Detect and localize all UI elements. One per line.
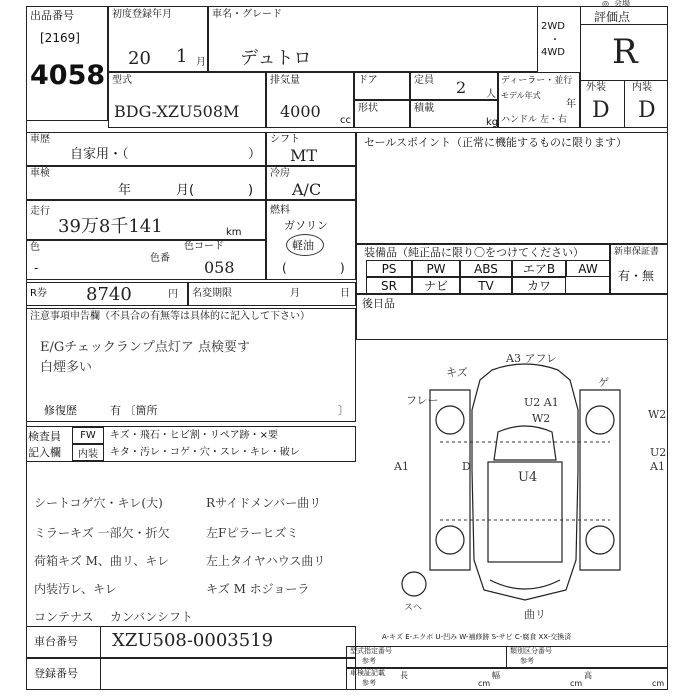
person-unit: 人 (486, 89, 496, 100)
fw-label: FW (72, 427, 104, 444)
diagram-note-spe: スヘ (404, 603, 423, 613)
fw-text: キズ・飛石・ヒビ割・リペア跡・×要 (110, 430, 278, 441)
diagram-wheel-rr (586, 526, 614, 554)
type-ref-label: 参考 (362, 657, 376, 665)
color-label: 色 (30, 242, 40, 253)
drive-4wd: 4WD (541, 47, 565, 58)
inspection-box (26, 166, 266, 200)
warranty-value: 有・無 (618, 269, 655, 283)
interior-label: 内装 (632, 82, 652, 93)
lot-number: 4058 (30, 60, 106, 91)
r-value: 8740 (86, 284, 132, 305)
remark-10: カンバンシフト (110, 610, 193, 624)
history-value: 自家用・（ (70, 147, 129, 162)
capacity-value: 2 (456, 78, 467, 97)
sales-label: セールスポイント（正常に機能するものに限ります） (364, 136, 628, 149)
history-label: 車歴 (30, 134, 50, 145)
first-reg-month-unit: 月 (196, 57, 206, 68)
remark-9: コンテナス (34, 610, 94, 624)
category-number-label: 類別区分番号 (510, 647, 552, 655)
remark-1: シートコゲ穴・キレ(大) (34, 496, 163, 510)
load-label: 積載 (414, 103, 434, 114)
model-year-label: モデル年式 (501, 91, 541, 100)
type-number-box (346, 646, 668, 668)
mileage-label: 走行 (30, 206, 50, 217)
change-month: 月 (290, 288, 300, 299)
inspection-close: ) (248, 183, 254, 198)
dims-height-label: 高 (584, 671, 592, 680)
equip-airbag: エアB (512, 260, 566, 277)
interior-row-label: 内装 (72, 444, 104, 461)
diagram-wheel-fr (586, 406, 614, 434)
lot-label: 出品番号 (30, 9, 74, 22)
change-day: 日 (340, 288, 350, 299)
displacement-value: 4000 (280, 102, 321, 121)
dims-box (346, 668, 668, 690)
dims-label: 車検証記載 (350, 669, 385, 677)
dims-width-label: 幅 (492, 671, 500, 680)
interior-text: キタ・汚レ・コゲ・穴・スレ・キレ・破レ (110, 447, 300, 458)
diagram-note-kizu: キズ (446, 366, 468, 379)
rating-divider (580, 24, 668, 25)
later-box (356, 294, 668, 340)
drive-2wd: 2WD (541, 21, 565, 32)
dealer-label: ディーラー・並行 (501, 76, 573, 86)
rating-value: R (612, 32, 638, 72)
color-paren-open: ( (282, 261, 287, 275)
first-reg-label: 初度登録年月 (112, 9, 172, 20)
dims-height-unit: cm (652, 679, 665, 688)
color-code-value: 058 (204, 258, 235, 277)
first-reg-month: 1 (176, 46, 188, 67)
notes-label: 注意事項申告欄（不具合の有無等は具体的に記入して下さい） (30, 311, 310, 322)
diagram-note-a1-left: A1 (394, 460, 409, 473)
diagram-note-u4: U4 (518, 470, 538, 485)
equip-aw: AW (566, 260, 610, 277)
later-label: 後日品 (362, 297, 395, 310)
cc-unit: cc (340, 115, 351, 126)
dims-width-unit: cm (570, 679, 583, 688)
handle-label: ハンドル 左・右 (501, 115, 567, 125)
shift-value: MT (290, 146, 318, 165)
remark-2: Rサイドメンバー曲リ (206, 496, 322, 510)
warranty-label: 新車保証書 (614, 247, 660, 257)
remark-5: 荷箱キズ M、曲リ、キレ (34, 554, 170, 568)
diagram-note-u2a1: U2 A1 (524, 396, 559, 409)
exterior-value: D (592, 98, 610, 123)
chassis-split (100, 626, 101, 658)
remark-7: 内装汚レ、キレ (34, 582, 117, 596)
repair-label: 修復歴 (44, 404, 77, 417)
diagram-note-a1-right: A1 (650, 460, 665, 473)
diagram-note-u2-right: U2 (650, 446, 667, 459)
diagram-cabin (494, 426, 556, 460)
inspection-month: 月( (176, 183, 195, 198)
entry-label: 記入欄 (28, 446, 61, 459)
car-name-label: 車名・グレード (212, 9, 282, 20)
note-line-1: E/Gチェックランプ点灯ア 点検要す (40, 340, 250, 355)
diagram-wheel-rl (436, 526, 464, 554)
fuel-gasoline: ガソリン (284, 219, 328, 232)
equip-ps: PS (366, 260, 412, 277)
kg-unit: kg (486, 117, 499, 128)
first-reg-year: 20 (128, 48, 151, 69)
registration-split (100, 658, 101, 690)
diagram-note-d: D (462, 460, 471, 473)
inspector-label: 検査員 (28, 430, 61, 443)
diagram-note-w2-right: W2 (648, 408, 667, 421)
registration-label: 登録番号 (34, 667, 78, 680)
inspection-label: 車検 (30, 168, 50, 179)
ac-label: 冷房 (270, 168, 290, 179)
displacement-label: 排気量 (270, 75, 300, 86)
equip-label: 装備品（純正品に限り〇をつけてください） (364, 246, 584, 259)
equip-abs: ABS (460, 260, 512, 277)
chassis-value: XZU508-0003519 (112, 630, 274, 651)
diagram-note-flame: フレー (406, 394, 439, 407)
color-code-label: 色コード (184, 241, 224, 252)
equip-navi: ナビ (412, 277, 460, 294)
inspection-year: 年 (118, 183, 132, 198)
r-label: R券 (30, 288, 47, 299)
diagram-note-w2-center: W2 (532, 412, 551, 425)
diagram-wheel-fl (436, 406, 464, 434)
km-unit: km (226, 227, 242, 238)
diagram-note-magari: 曲リ (524, 608, 546, 621)
dims-ref-label: 参考 (362, 679, 376, 687)
fuel-circle-mark (286, 234, 324, 256)
history-box (26, 132, 266, 166)
door-label: ドア (358, 75, 378, 86)
interior-value: D (638, 98, 656, 123)
shift-label: シフト (270, 134, 300, 145)
equip-tv: TV (460, 277, 512, 294)
diagram-note-a3: A3 アフレ (506, 352, 557, 365)
corner-text: 会場 (614, 0, 630, 8)
model-value: BDG-XZU508M (114, 102, 240, 121)
equip-sr: SR (366, 277, 412, 294)
type-split (506, 646, 507, 668)
dims-length-label: 長 (400, 671, 408, 680)
chassis-label: 車台番号 (34, 635, 78, 648)
color-dash: - (34, 261, 39, 275)
category-ref-label: 参考 (520, 657, 534, 665)
remark-6: 左上タイヤハウス曲リ (206, 554, 326, 568)
fuel-value: 軽油 (292, 239, 314, 252)
change-label: 名変期限 (192, 288, 232, 299)
history-close: ） (248, 147, 262, 162)
yen-unit: 円 (168, 289, 178, 300)
diagram-note-ge: ゲ (598, 376, 609, 389)
remark-8: キズ M ホジョーラ (206, 582, 310, 596)
year-unit: 年 (566, 99, 576, 110)
capacity-label: 定員 (414, 75, 434, 86)
dims-length-unit: cm (478, 679, 491, 688)
drive-dot: ・ (550, 35, 560, 46)
fuel-label: 燃料 (270, 205, 290, 216)
stock-code: [2169] (40, 31, 80, 45)
type-number-label: 型式指定番号 (350, 647, 392, 655)
model-label: 型式 (112, 75, 132, 86)
remark-4: 左Fピラーヒズミ (206, 526, 299, 540)
equip-leather: カワ (512, 277, 566, 294)
repair-close: 〕 (338, 404, 349, 417)
car-name: デュトロ (240, 48, 312, 69)
remark-3: ミラーキズ 一部欠・折欠 (34, 526, 170, 540)
exterior-label: 外装 (586, 82, 606, 93)
equip-pw: PW (412, 260, 460, 277)
mileage-value: 39万8千141 (58, 216, 163, 237)
damage-legend: A-キズ E-エクボ U-凹み W-補修跡 S-サビ C-腐食 XX-交換済 (382, 633, 572, 641)
rating-label: 評価点 (594, 10, 631, 24)
color-paren-close: ) (340, 261, 345, 275)
ac-value: A/C (292, 180, 322, 199)
repair-value: 有 〔箇所 (110, 404, 158, 417)
diagram-rear-bumper (490, 580, 560, 589)
rating-split (624, 80, 625, 128)
note-line-2: 白煙多い (40, 360, 93, 375)
shape-label: 形状 (358, 103, 378, 114)
diagram-spare-wheel (402, 572, 426, 596)
corner-mark: ◎ (602, 0, 609, 8)
color-number-label: 色番 (150, 253, 170, 264)
